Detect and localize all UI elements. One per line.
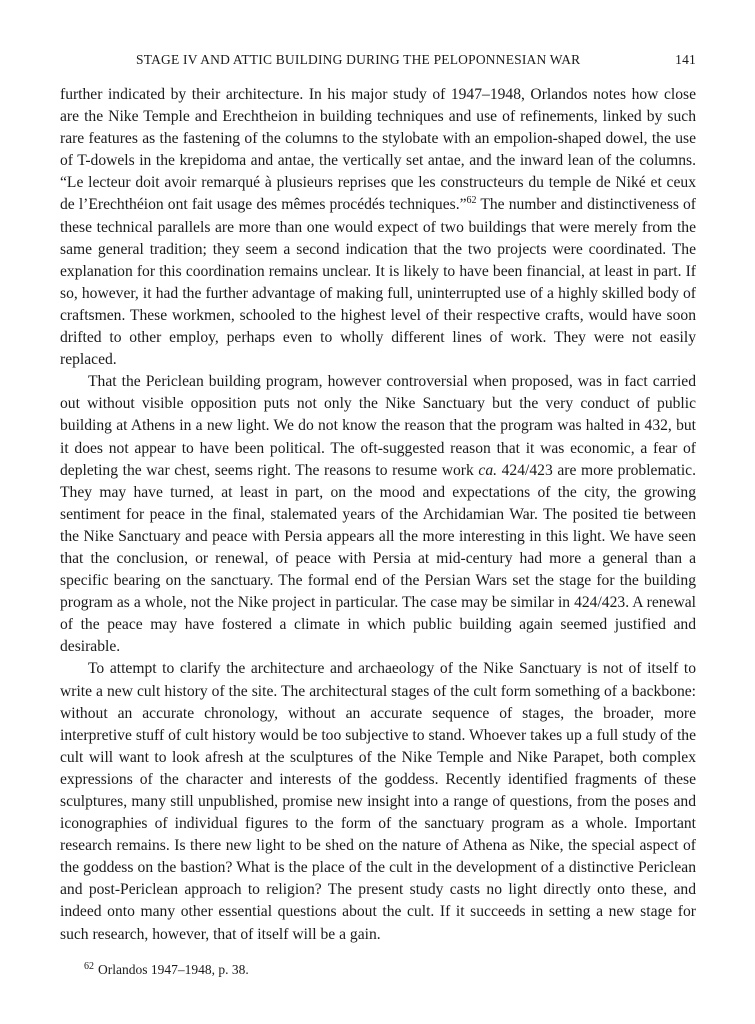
footnote-text: Orlandos 1947–1948, p. 38. — [98, 962, 249, 977]
paragraph-2-text-b: 424/423 are more problematic. They may have turned, at least in part, on the mood and expectations of the city, the growing sentiment for peace in the final, stalemated years of the Archidamian War. The posited tie between the Nike Sanctuary and peace with Persia appears all the more interesting in this light. We have seen that the conclusion, or renewal, of peace with Persia at mid-century had more a general than a specific bearing on the sanctuary. The formal end of the Persian Wars set the stage for the building program as a whole, not the Nike project in particular. The case may be similar in 424/423. A renewal of the peace may have fostered a climate in which public building again seemed justified and desirable. — [60, 461, 696, 656]
paragraph-1-text-a: further indicated by their architecture. In his major study of 1947–1948, Orlandos notes how close are the Nike Temple and Erechtheion in building techniques and use of refinements, linked by such rare features as the fastening of the columns to the stylobate with an empolion-shaped dowel, the use of T-dowels in the krepidoma and antae, the vertically set antae, and the inward lean of the columns. “Le lecteur doit avoir remarqué à plusieurs reprises que les constructeurs du temple de Niké et ceux de l’Erechthéion ont fait usage des mêmes procédés techniques.” — [60, 86, 696, 214]
paragraph-1-text-b: The number and distinctiveness of these technical parallels are more than one would expect of two buildings that were merely from the same general tradition; they seem a second indication that the two projects were coordinated. The explanation for this coordination remains unclear. It is likely to have been financial, at least in part. If so, however, it had the further advantage of making full, uninterrupted use of a highly skilled body of craftsmen. These workmen, schooled to the highest level of their respective crafts, would have soon drifted to other employ, perhaps even to wholly different lines of work. They were not easily replaced. — [60, 196, 696, 369]
footnote-reference: 62 — [466, 195, 477, 207]
footnote — [84, 962, 684, 978]
body-text — [60, 84, 696, 946]
paragraph-1 — [60, 84, 696, 371]
running-title: STAGE IV AND ATTIC BUILDING DURING THE PELOPONNESIAN WAR — [136, 52, 581, 67]
paragraph-2 — [60, 371, 696, 658]
paragraph-2-italic-circa: ca. — [478, 461, 498, 479]
page-number: 141 — [675, 52, 696, 67]
paragraph-2-text-a: That the Periclean building program, however controversial when proposed, was in fact carried out without visible opposition puts not only the Nike Sanctuary but the very conduct of public building at Athens in a new light. We do not know the reason that the program was halted in 432, but it does not appear to have been political. The oft-suggested reason that it was economic, a fear of depleting the war chest, seems right. The reasons to resume work — [60, 373, 696, 479]
paragraph-3: To attempt to clarify the architecture and archaeology of the Nike Sanctuary is not of itself to write a new cult history of the site. The architectural stages of the cult form something of a backbone: without an accurate chronology, without an accurate sequence of stages, the broader, more interpretive stuff of cult history would be too subjective to stand. Whoever takes up a full study of the cult will want to look afresh at the sculptures of the Nike Temple and Nike Parapet, both complex expressions of the character and interests of the goddess. Recently identified fragments of these sculptures, many still unpublished, promise new insight into a range of questions, from the poses and iconographies of individual figures to the form of the sanctuary program as a whole. Important research remains. Is there new light to be shed on the nature of Athena as Nike, the special aspect of the goddess on the bastion? What is the place of the cult in the development of a distinctive Periclean and post-Periclean approach to religion? The present study casts no light directly onto these, and indeed onto many other essential questions about the cult. If it succeeds in setting a new stage for such research, however, that of itself will be a gain. — [60, 660, 696, 943]
footnote-number: 62 — [84, 960, 94, 972]
